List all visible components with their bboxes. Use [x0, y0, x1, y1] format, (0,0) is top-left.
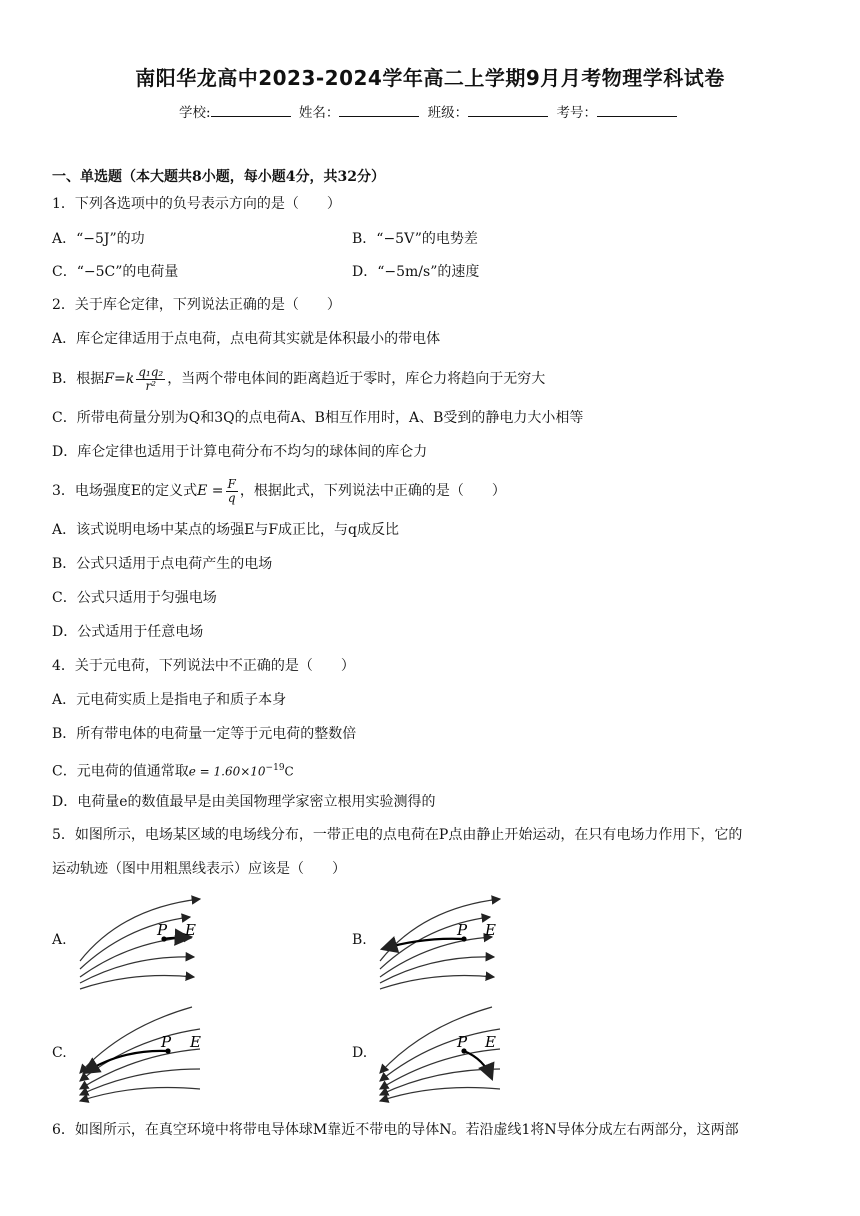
field-fraction: [226, 478, 238, 505]
field-numerator: F: [227, 476, 236, 491]
field-e-label: E: [485, 1033, 496, 1051]
point-p-label: P: [157, 921, 168, 939]
q1-stem: 1．下列各选项中的负号表示方向的是（ ）: [52, 196, 341, 212]
field-diagram-c[interactable]: [72, 1005, 212, 1103]
field-denominator: q: [227, 490, 236, 505]
q3-stem-suffix: ，根据此式，下列说法中正确的是（ ）: [239, 483, 506, 499]
q1-option-d[interactable]: D．“−5m/s”的速度: [352, 264, 480, 280]
student-info-row: [0, 101, 860, 121]
class-blank[interactable]: [468, 102, 548, 117]
q6-stem: 6．如图所示，在真空环境中将带电导体球M靠近不带电的导体N。若沿虚线1将N导体分成左右两部分，这两部: [52, 1122, 739, 1138]
coulomb-denominator: r²: [145, 378, 156, 393]
exam-title: 南阳华龙高中2023-2024学年高二上学期9月月考物理学科试卷: [135, 66, 725, 90]
q2-option-d[interactable]: D．库仑定律也适用于计算电荷分布不均匀的球体间的库仑力: [52, 444, 428, 460]
field-diagram-a[interactable]: [72, 893, 212, 991]
number-label: 考号：: [556, 105, 597, 121]
q3-formula-lhs: E =: [197, 483, 224, 499]
q3-stem: [52, 473, 506, 509]
q5-option-c-label[interactable]: C.: [52, 1045, 67, 1061]
q2-option-c[interactable]: C．所带电荷量分别为Q和3Q的点电荷A、B相互作用时，A、B受到的静电力大小相等: [52, 410, 584, 426]
field-diagram-d[interactable]: [372, 1005, 512, 1103]
name-blank[interactable]: [339, 102, 419, 117]
q4-option-d[interactable]: D．电荷量e的数值最早是由美国物理学家密立根用实验测得的: [52, 794, 436, 810]
point-p-label: P: [457, 1033, 468, 1051]
school-blank[interactable]: [211, 102, 291, 117]
q3-option-b[interactable]: B．公式只适用于点电荷产生的电场: [52, 556, 273, 572]
q4-option-a[interactable]: A．元电荷实质上是指电子和质子本身: [52, 692, 287, 708]
q1-option-a[interactable]: A．“−5J”的功: [52, 231, 145, 247]
q2-option-a[interactable]: A．库仑定律适用于点电荷，点电荷其实就是体积最小的带电体: [52, 331, 441, 347]
point-p-label: P: [161, 1033, 172, 1051]
q1-option-c[interactable]: C．“−5C”的电荷量: [52, 264, 179, 280]
q4-stem: 4．关于元电荷，下列说法中不正确的是（ ）: [52, 658, 355, 674]
q2-b-formula-lhs: F=k: [104, 371, 135, 387]
q4-c-unit: C: [284, 764, 294, 779]
q4-c-value: e = 1.60×10: [188, 764, 266, 779]
q4-c-prefix: C．元电荷的值通常取: [52, 763, 189, 780]
q1-option-b[interactable]: B．“−5V”的电势差: [352, 231, 478, 247]
q3-option-c[interactable]: C．公式只适用于匀强电场: [52, 590, 217, 606]
q2-b-suffix: ，当两个带电体间的距离趋近于零时，库仑力将趋向于无穷大: [167, 371, 546, 387]
q2-b-prefix: B．根据: [52, 371, 105, 387]
name-label: 姓名：: [298, 105, 340, 121]
coulomb-numerator: q₁q₂: [138, 364, 164, 379]
q5-option-b-label[interactable]: B.: [352, 932, 367, 948]
q4-option-c[interactable]: [52, 758, 294, 782]
coulomb-fraction: [136, 366, 165, 393]
q5-stem-line2: 运动轨迹（图中用粗黑线表示）应该是（ ）: [52, 861, 346, 877]
section-heading: 一、单选题（本大题共8小题，每小题4分，共32分）: [52, 169, 385, 185]
q5-option-d-label[interactable]: D.: [352, 1045, 368, 1061]
point-p-label: P: [457, 921, 468, 939]
q4-c-exponent: −19: [265, 763, 285, 773]
field-e-label: E: [190, 1033, 201, 1051]
q3-option-a[interactable]: A．该式说明电场中某点的场强E与F成正比，与q成反比: [52, 522, 400, 538]
q4-option-b[interactable]: B．所有带电体的电荷量一定等于元电荷的整数倍: [52, 726, 357, 742]
school-label: 学校:: [179, 105, 211, 121]
q2-stem: 2．关于库仑定律，下列说法正确的是（ ）: [52, 297, 341, 313]
q5-stem-line1: 5．如图所示，电场某区域的电场线分布，一带正电的点电荷在P点由静止开始运动，在只有电场力作用下，它的: [52, 827, 743, 843]
field-e-label: E: [485, 921, 496, 939]
number-blank[interactable]: [597, 102, 677, 117]
q5-option-a-label[interactable]: A.: [52, 932, 67, 948]
field-diagram-b[interactable]: [372, 893, 512, 991]
field-e-label: E: [185, 921, 196, 939]
q3-stem-prefix: 3．电场强度E的定义式: [52, 483, 198, 499]
q3-option-d[interactable]: D．公式适用于任意电场: [52, 624, 204, 640]
q2-option-b[interactable]: [52, 361, 545, 397]
class-label: 班级：: [427, 105, 469, 121]
